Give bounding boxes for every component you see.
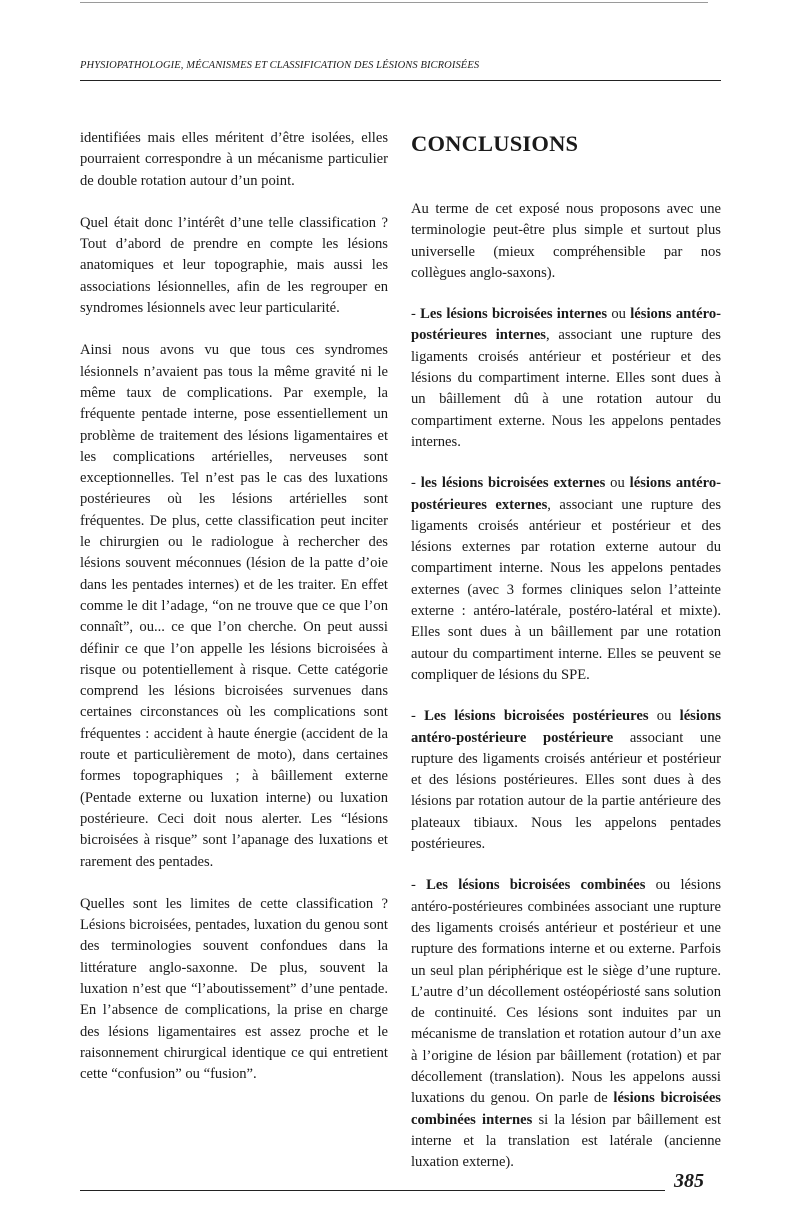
header-rule <box>80 80 721 81</box>
term: Les lésions bicroisées postérieures <box>424 708 649 725</box>
paragraph-combinees <box>411 875 721 1173</box>
term: Les lésions bicroisées internes <box>420 306 608 323</box>
paragraph: Quelles sont les limites de cette classification ? Lésions bicroisées, pentades, luxation du genou sont des terminologies souvent confondues dans la littérature anglo-saxonne. De plus, souvent la luxation n’est que “l’aboutissement” d’une pentade. En l’absence de complications, la prise en charge des lésions ligamentaires est assez proche et le raisonnement chirurgical identique ce qui entretient cette “confusion” ou “fusion”. <box>80 895 388 1083</box>
paragraph: identifiées mais elles méritent d’être isolées, elles pourraient correspondre à un mécanisme particulier de double rotation autour d’un point. <box>80 130 388 189</box>
text: , associant une rupture des ligaments croisés antérieur et postérieur et des lésions externes par rotation externe autour du compartiment interne. Nous les appelons pentades externes (avec 3 formes cliniques selon l’atteinte externe : antéro-latérale, postéro-latéral et mixte). Elles sont dues à un bâillement par une rotation autour du compartiment interne. Elles se peuvent se compliquer de lésions du SPE. <box>411 496 722 683</box>
text: si la lésion par bâillement est interne et la translation est latérale (ancienne luxation externe). <box>411 1111 721 1171</box>
text: ou <box>607 306 631 323</box>
paragraph-posterieures <box>411 706 721 855</box>
top-edge-rule <box>80 2 708 3</box>
term: lésions bicroisées combinées internes <box>411 1090 721 1128</box>
dash: - <box>411 708 425 725</box>
section-heading: CONCLUSIONS <box>411 131 579 156</box>
dash: - <box>411 877 427 894</box>
dash: - <box>411 475 421 492</box>
text: ou lésions antéro-postérieures combinées associant une rupture des ligaments croisés antérieur et postérieur et une rupture des formations interne et ou externe. Parfois un seul plan périphérique est le siège d’une rupture. L’autre d’un décollement ostéopériosté sans solution de continuité. Ces lésions sont induites par un mécanisme de translation et rotation autour d’un axe à l’origine de lésion par bâillement (rotation) et par décollement (translation). Nous les appelons aussi luxations du genou. On parle de <box>411 877 721 1107</box>
paragraph-internes <box>411 304 721 453</box>
paragraph-externes <box>411 473 721 686</box>
paragraph: Quel était donc l’intérêt d’une telle classification ? Tout d’abord de prendre en compte les lésions anatomiques et leur topographie, mais aussi les associations lésionnelles, afin de les regrouper en syndromes lésionnels avec leur particularité. <box>80 214 388 317</box>
dash: - <box>411 306 421 323</box>
term: lésions antéro-postérieures externes <box>411 475 722 513</box>
term: les lésions bicroisées externes <box>420 475 606 492</box>
footer-rule <box>80 1190 665 1191</box>
text: , associant une rupture des ligaments croisés antérieur et postérieur et des lésions du compartiment interne. Elles sont dues à un bâillement dû à une rotation autour du compartiment externe. Nous les appelons pentades internes. <box>411 327 721 450</box>
term: lésions antéro-postérieures internes <box>411 306 722 344</box>
running-header: PHYSIOPATHOLOGIE, MÉCANISMES ET CLASSIFICATION DES LÉSIONS BICROISÉES <box>80 60 480 71</box>
term: lésions antéro-postérieure postérieure <box>411 708 721 746</box>
text: ou <box>648 708 680 725</box>
paragraph-intro: Au terme de cet exposé nous proposons avec une terminologie peut-être plus simple et surtout plus universelle (mieux compréhensible par nos collègues anglo-saxons). <box>411 201 721 281</box>
term: Les lésions bicroisées combinées <box>426 877 646 894</box>
left-column <box>80 128 388 1085</box>
page-number: 385 <box>674 1170 704 1192</box>
paragraph: Ainsi nous avons vu que tous ces syndromes lésionnels n’avaient pas tous la même gravité ni le même taux de complications. Par exemple, la fréquente pentade interne, pose essentiellement un problème de traitement des lésions ligamentaires et les complications artérielles, nerveuses sont exceptionnelles. Tel n’est pas le cas des luxations postérieures où les lésions artérielles sont fréquentes. De plus, cette classification peut inciter le chirurgien ou le radiologue à rechercher des lésions souvent méconnues (lésion de la patte d’oie dans les pentades internes) et de les traiter. En effet comme le dit l’adage, “on ne trouve que ce que l’on connaît”, ou... ce que l’on cherche. On peut aussi définir ce que l’on appelle les lésions bicroisées à risque ou potentiellement à risque. Cette catégorie comprend les lésions bicroisées survenues dans certaines circonstances où les complications sont fréquentes : accident à haute énergie (accident de la route et particulièrement de moto), dans certaines formes topographiques ; à bâillement externe (Pentade externe ou luxation interne) ou luxation postérieure. Ceci doit nous alerter. Les “lésions bicroisées à risque” sont l’apanage des luxations et rarement des pentades. <box>80 342 388 870</box>
text: associant une rupture des ligaments croisés antérieur et postérieur et des lésions postérieures. Elles sont dues à des lésions par rotation autour de la partie antérieure des plateaux tibiaux. Nous les appelons pentades postérieures. <box>411 729 721 853</box>
right-column <box>411 130 721 1173</box>
text: ou <box>605 475 630 492</box>
